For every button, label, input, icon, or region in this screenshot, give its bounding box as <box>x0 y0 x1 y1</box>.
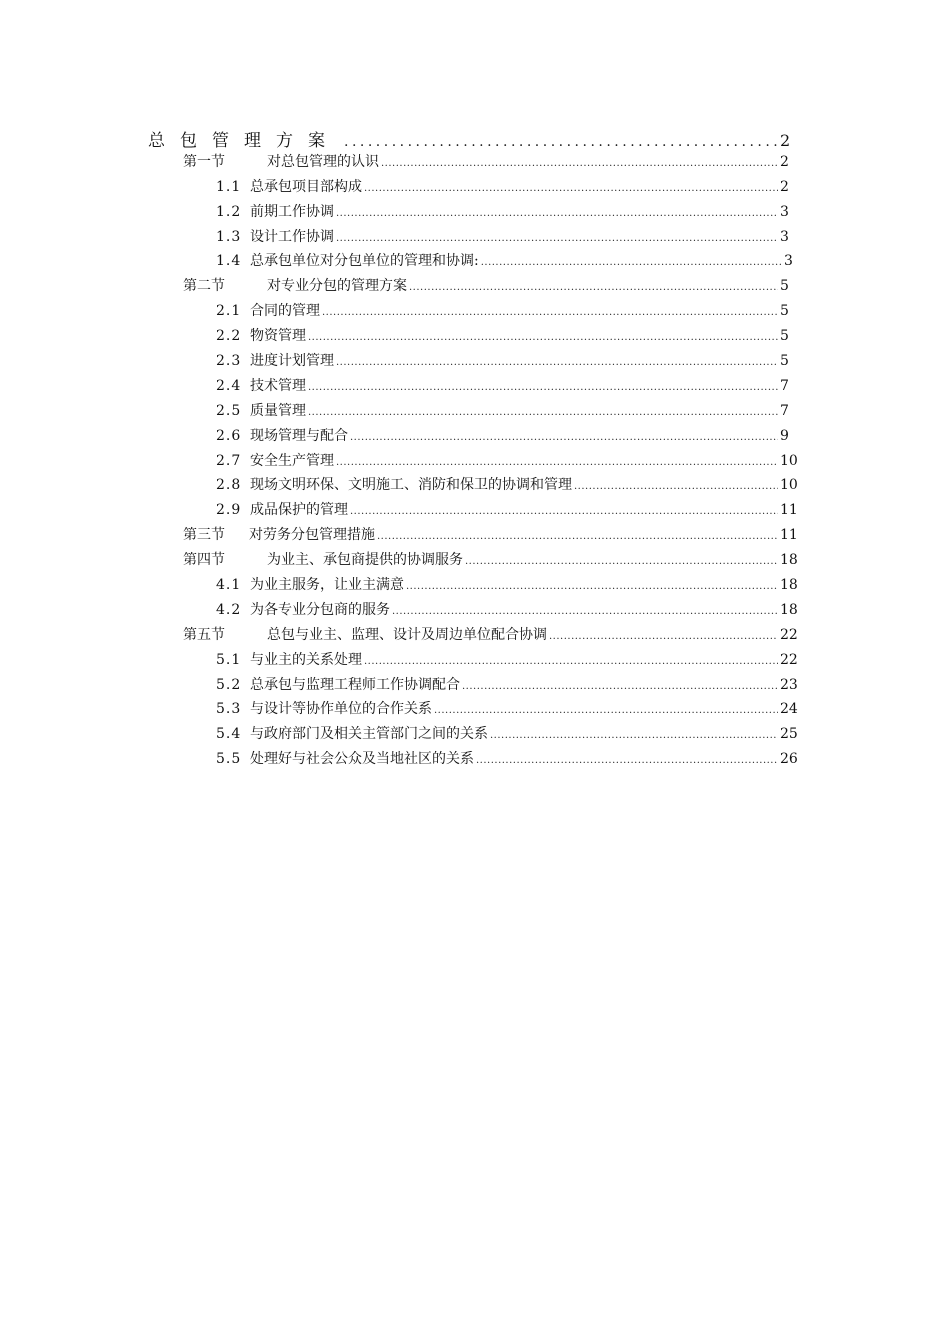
toc-subsection-row[interactable] <box>148 425 808 450</box>
page-number: 7 <box>780 377 789 394</box>
subsection-title: 总承包与监理工程师工作协调配合 <box>250 676 460 693</box>
page-number: 11 <box>780 502 798 519</box>
leader-dots <box>308 332 778 343</box>
leader-dots <box>490 730 778 741</box>
section-number: 第三节 <box>183 527 225 544</box>
page-number: 22 <box>780 651 798 668</box>
subsection-title: 与政府部门及相关主管部门之间的关系 <box>250 726 488 743</box>
subsection-number: 5.4 <box>216 726 242 743</box>
page-number: 10 <box>780 477 798 494</box>
subsection-number: 2.4 <box>216 377 242 394</box>
subsection-number: 2.8 <box>216 477 242 494</box>
leader-dots <box>322 307 778 318</box>
leader-dots <box>392 606 778 617</box>
toc-subsection-row[interactable] <box>148 723 808 748</box>
subsection-number: 2.6 <box>216 427 242 444</box>
toc-subsection-row[interactable] <box>148 375 808 400</box>
subsection-title: 合同的管理 <box>250 303 320 320</box>
page-number: 3 <box>780 203 789 220</box>
table-of-contents <box>148 126 808 773</box>
toc-subsection-row[interactable] <box>148 674 808 699</box>
subsection-number: 5.2 <box>216 676 242 693</box>
subsection-number: 1.2 <box>216 203 242 220</box>
toc-section-row[interactable] <box>148 549 808 574</box>
leader-dots <box>465 556 778 567</box>
toc-subsection-row[interactable] <box>148 226 808 251</box>
subsection-title: 与业主的关系处理 <box>250 651 362 668</box>
leader-dots <box>364 656 778 667</box>
subsection-title: 处理好与社会公众及当地社区的关系 <box>250 751 474 768</box>
page-number: 22 <box>780 626 798 643</box>
subsection-title: 技术管理 <box>250 377 306 394</box>
toc-subsection-row[interactable] <box>148 698 808 723</box>
subsection-title: 与设计等协作单位的合作关系 <box>250 701 432 718</box>
subsection-title: 总承包单位对分包单位的管理和协调: <box>250 253 479 270</box>
leader-dots <box>336 233 778 244</box>
leader-dots <box>574 481 778 492</box>
page-number: 5 <box>780 303 789 320</box>
section-number: 第五节 <box>183 626 225 643</box>
toc-title: 总包管理方案 <box>148 131 340 151</box>
toc-section-row[interactable] <box>148 624 808 649</box>
subsection-title: 成品保护的管理 <box>250 502 348 519</box>
toc-subsection-row[interactable] <box>148 450 808 475</box>
subsection-title: 总承包项目部构成 <box>250 178 362 195</box>
section-number: 第四节 <box>183 552 225 569</box>
subsection-number: 5.1 <box>216 651 242 668</box>
toc-subsection-row[interactable] <box>148 649 808 674</box>
section-number: 第一节 <box>183 153 225 170</box>
leader-dots <box>336 457 778 468</box>
subsection-number: 1.4 <box>216 253 242 270</box>
toc-subsection-row[interactable] <box>148 574 808 599</box>
toc-section-row[interactable] <box>148 151 808 176</box>
leader-dots <box>409 282 778 293</box>
subsection-title: 前期工作协调 <box>250 203 334 220</box>
toc-subsection-row[interactable] <box>148 474 808 499</box>
section-title: 对劳务分包管理措施 <box>249 527 375 544</box>
subsection-title: 物资管理 <box>250 328 306 345</box>
toc-section-row[interactable] <box>148 524 808 549</box>
page-number: 18 <box>780 552 798 569</box>
page-number: 9 <box>780 427 789 444</box>
leader-dots <box>481 257 782 268</box>
page-number: 26 <box>780 751 798 768</box>
subsection-number: 2.2 <box>216 328 242 345</box>
subsection-number: 4.1 <box>216 577 242 594</box>
leader-dots <box>549 631 778 642</box>
page-number: 2 <box>780 153 789 170</box>
subsection-title: 现场管理与配合 <box>250 427 348 444</box>
leader-dots <box>381 158 778 169</box>
section-title: 为业主、承包商提供的协调服务 <box>267 552 463 569</box>
toc-subsection-row[interactable] <box>148 599 808 624</box>
subsection-number: 2.1 <box>216 303 242 320</box>
subsection-title: 设计工作协调 <box>250 228 334 245</box>
page-number: 2 <box>780 178 789 195</box>
leader-dots <box>344 134 778 150</box>
leader-dots <box>377 531 778 542</box>
page-number: 5 <box>780 353 789 370</box>
page-number: 2 <box>780 131 791 150</box>
leader-dots <box>308 382 778 393</box>
leader-dots <box>406 581 778 592</box>
section-title: 对专业分包的管理方案 <box>267 278 407 295</box>
page-number: 3 <box>780 228 789 245</box>
leader-dots <box>462 681 778 692</box>
toc-subsection-row[interactable] <box>148 176 808 201</box>
subsection-title: 为各专业分包商的服务 <box>250 601 390 618</box>
page-number: 18 <box>780 577 798 594</box>
toc-title-row[interactable] <box>148 126 808 151</box>
leader-dots <box>308 407 778 418</box>
toc-section-row[interactable] <box>148 275 808 300</box>
page-number: 23 <box>780 676 798 693</box>
page-number: 10 <box>780 452 798 469</box>
leader-dots <box>350 506 778 517</box>
page-number: 25 <box>780 726 798 743</box>
toc-subsection-row[interactable] <box>148 250 808 275</box>
subsection-number: 4.2 <box>216 601 242 618</box>
toc-subsection-row[interactable] <box>148 400 808 425</box>
page-number: 3 <box>784 253 793 270</box>
subsection-number: 1.1 <box>216 178 242 195</box>
subsection-title: 质量管理 <box>250 402 306 419</box>
toc-subsection-row[interactable] <box>148 499 808 524</box>
subsection-title: 为业主服务，让业主满意 <box>250 577 404 594</box>
subsection-title: 现场文明环保、文明施工、消防和保卫的协调和管理 <box>250 477 572 494</box>
page-number: 24 <box>780 701 798 718</box>
subsection-number: 2.3 <box>216 353 242 370</box>
page-number: 5 <box>780 328 789 345</box>
page-number: 11 <box>780 527 798 544</box>
subsection-number: 1.3 <box>216 228 242 245</box>
leader-dots <box>476 755 778 766</box>
leader-dots <box>434 705 778 716</box>
section-number: 第二节 <box>183 278 225 295</box>
subsection-number: 5.3 <box>216 701 242 718</box>
page-number: 18 <box>780 601 798 618</box>
subsection-title: 安全生产管理 <box>250 452 334 469</box>
page-number: 7 <box>780 402 789 419</box>
toc-subsection-row[interactable] <box>148 201 808 226</box>
toc-subsection-row[interactable] <box>148 325 808 350</box>
page-number: 5 <box>780 278 789 295</box>
leader-dots <box>364 183 778 194</box>
leader-dots <box>336 357 778 368</box>
subsection-number: 2.7 <box>216 452 242 469</box>
section-title: 总包与业主、监理、设计及周边单位配合协调 <box>267 626 547 643</box>
toc-subsection-row[interactable] <box>148 350 808 375</box>
subsection-number: 2.5 <box>216 402 242 419</box>
subsection-number: 2.9 <box>216 502 242 519</box>
toc-subsection-row[interactable] <box>148 748 808 773</box>
subsection-number: 5.5 <box>216 751 242 768</box>
leader-dots <box>350 432 778 443</box>
leader-dots <box>336 208 778 219</box>
subsection-title: 进度计划管理 <box>250 353 334 370</box>
section-title: 对总包管理的认识 <box>267 153 379 170</box>
toc-subsection-row[interactable] <box>148 300 808 325</box>
